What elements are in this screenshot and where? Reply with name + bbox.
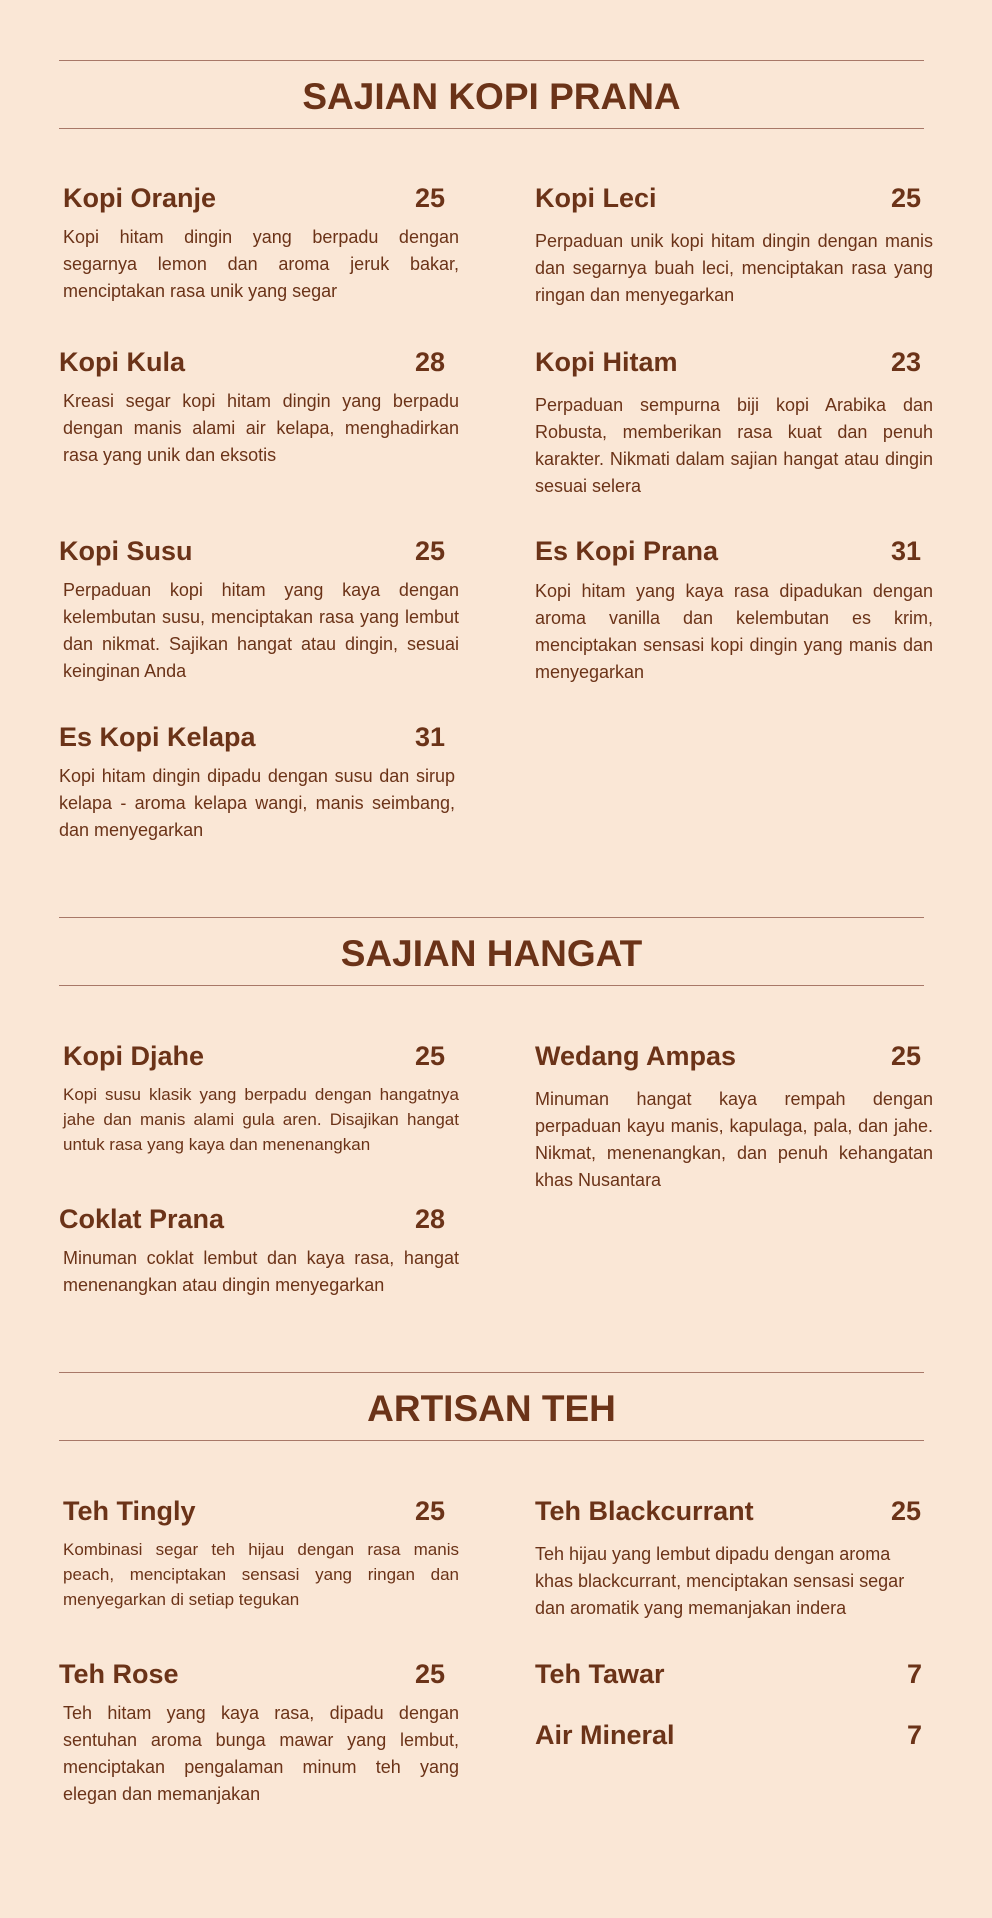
item-name: Teh Rose xyxy=(59,1659,179,1689)
item-name: Kopi Oranje xyxy=(63,183,217,213)
item-price: 25 xyxy=(415,1496,446,1526)
item-description: Kopi hitam dingin yang berpadu dengan segarnya lemon dan aroma jeruk bakar, menciptakan rasa unik yang segar xyxy=(63,227,459,301)
item-description: Kopi susu klasik yang berpadu dengan hangatnya jahe dan manis alami gula aren. Disajikan hangat untuk rasa yang kaya dan menenangkan xyxy=(63,1085,459,1154)
item-description: Perpaduan kopi hitam yang kaya dengan kelembutan susu, menciptakan rasa yang lembut dan nikmat. Sajikan hangat atau dingin, sesuai keinginan Anda xyxy=(63,580,459,681)
item-name: Wedang Ampas xyxy=(535,1041,737,1071)
item-price: 31 xyxy=(415,722,446,752)
item-description: Kopi hitam dingin dipadu dengan susu dan sirup kelapa - aroma kelapa wangi, manis seimbang, dan menyegarkan xyxy=(59,766,455,840)
item-name: Air Mineral xyxy=(535,1720,675,1750)
item-description: Kreasi segar kopi hitam dingin yang berpadu dengan manis alami air kelapa, menghadirkan rasa yang unik dan eksotis xyxy=(63,391,459,465)
divider xyxy=(59,917,924,918)
item-description: Perpaduan unik kopi hitam dingin dengan manis dan segarnya buah leci, menciptakan rasa yang ringan dan menyegarkan xyxy=(535,231,933,305)
divider xyxy=(59,1372,924,1373)
item-price: 25 xyxy=(891,1496,922,1526)
item-description: Minuman coklat lembut dan kaya rasa, hangat menenangkan atau dingin menyegarkan xyxy=(63,1248,459,1295)
section-title: SAJIAN KOPI PRANA xyxy=(302,76,681,117)
item-price: 23 xyxy=(891,347,922,377)
item-description: Teh hitam yang kaya rasa, dipadu dengan sentuhan aroma bunga mawar yang lembut, menciptakan pengalaman minum teh yang elegan dan memanjakan xyxy=(63,1703,459,1804)
item-name: Kopi Leci xyxy=(535,183,657,213)
item-price: 7 xyxy=(907,1720,923,1750)
item-description: Teh hijau yang lembut dipadu dengan aroma khas blackcurrant, menciptakan sensasi segar dan aromatik yang memanjakan indera xyxy=(535,1544,905,1618)
item-name: Kopi Djahe xyxy=(63,1041,205,1071)
item-name: Coklat Prana xyxy=(59,1204,225,1234)
item-name: Teh Tawar xyxy=(535,1659,665,1689)
item-name: Kopi Hitam xyxy=(535,347,678,377)
divider xyxy=(59,60,924,61)
item-name: Teh Blackcurrant xyxy=(535,1496,754,1526)
divider xyxy=(59,985,924,986)
item-description: Perpaduan sempurna biji kopi Arabika dan Robusta, memberikan rasa kuat dan penuh karakter. Nikmati dalam sajian hangat atau dingin sesuai selera xyxy=(535,395,933,496)
divider xyxy=(59,1440,924,1441)
item-description: Kombinasi segar teh hijau dengan rasa manis peach, menciptakan sensasi yang ringan dan menyegarkan di setiap tegukan xyxy=(63,1540,459,1609)
item-price: 7 xyxy=(907,1659,923,1689)
item-price: 28 xyxy=(415,347,446,377)
item-price: 31 xyxy=(891,536,922,566)
item-name: Es Kopi Kelapa xyxy=(59,722,256,752)
item-price: 25 xyxy=(891,1041,922,1071)
item-name: Es Kopi Prana xyxy=(535,536,719,566)
item-price: 25 xyxy=(415,183,446,213)
divider xyxy=(59,128,924,129)
item-price: 25 xyxy=(415,1041,446,1071)
item-price: 25 xyxy=(891,183,922,213)
item-description: Kopi hitam yang kaya rasa dipadukan dengan aroma vanilla dan kelembutan es krim, menciptakan sensasi kopi dingin yang manis dan menyegarkan xyxy=(535,581,933,682)
section-title: SAJIAN HANGAT xyxy=(340,933,643,974)
item-price: 25 xyxy=(415,1659,446,1689)
item-price: 25 xyxy=(415,536,446,566)
item-name: Kopi Kula xyxy=(59,347,185,377)
item-description: Minuman hangat kaya rempah dengan perpaduan kayu manis, kapulaga, pala, dan jahe. Nikmat, menenangkan, dan penuh kehangatan khas Nusantara xyxy=(535,1089,933,1190)
item-name: Teh Tingly xyxy=(63,1496,196,1526)
section-title: ARTISAN TEH xyxy=(367,1388,616,1429)
item-price: 28 xyxy=(415,1204,446,1234)
item-name: Kopi Susu xyxy=(59,536,193,566)
